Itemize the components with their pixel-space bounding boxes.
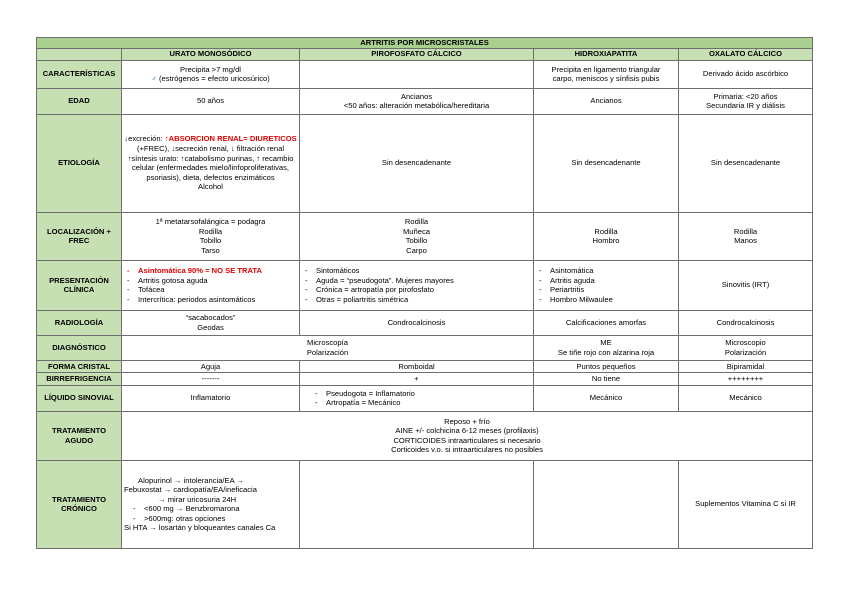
cell-oxalato: Mecánico	[679, 385, 813, 411]
cell-oxalato: Derivado ácido ascórbico	[679, 60, 813, 88]
cell-pirofosfato	[300, 385, 534, 411]
cell-urato: Alopurinol → intolerancia/EA → Febuxostat → cardiopatía/EA/ineficacia → mirar uricosuria 24H - <600 mg → Benzbromarona - >600mg: otras opciones Si HTA → losartán y bloqueantes canales Ca	[122, 460, 300, 548]
row-label: LOCALIZACIÓN + FREC	[37, 212, 122, 260]
list-item: - Sintomáticos	[302, 266, 531, 276]
cell-all: Reposo + frío AINE +/- colchicina 6-12 meses (profilaxis) CORTICOIDES intraarticulares si necesario Corticoides v.o. si intraarticulares no posibles	[122, 411, 813, 460]
col-header-oxalato: OXALATO CÁLCICO	[679, 48, 813, 60]
cell-hidroxiapatita: Puntos pequeños	[534, 360, 679, 373]
cell-hidroxiapatita: Rodilla Hombro	[534, 212, 679, 260]
row-tratamiento-cronico	[37, 460, 813, 548]
list-item: - >600mg: otras opciones	[130, 514, 297, 524]
row-etiologia	[37, 114, 813, 212]
list-item: - Artritis aguda	[536, 276, 676, 286]
cell-oxalato: Primaria: <20 años Secundaria IR y diálisis	[679, 88, 813, 114]
cell-urato: 1ª metatarsofalángica = podagra Rodilla Tobillo Tarso	[122, 212, 300, 260]
cell-urato: Aguja	[122, 360, 300, 373]
cell-oxalato: Rodilla Manos	[679, 212, 813, 260]
cell-hidroxiapatita	[534, 260, 679, 310]
list-item: - Intercrítica: periodos asintomáticos	[124, 295, 297, 305]
row-localizacion	[37, 212, 813, 260]
row-label: RADIOLOGÍA	[37, 310, 122, 335]
title-row	[37, 38, 813, 49]
list-item: - <600 mg → Benzbromarona	[130, 504, 297, 514]
cell-urato: ↓excreción: ↑ABSORCION RENAL= DIURETICOS (+FREC), ↓secreción renal, ↓ filtración renal ↑síntesis urato: ↑catabolismo purinas, ↑ recambio celular (enfermedades mielo/linfoproliferativas, psoriasis), dieta, defectos enzimáticos Alcohol	[122, 114, 300, 212]
list-item: - Tofácea	[124, 285, 297, 295]
male-symbol-icon: ♂	[151, 74, 157, 84]
row-edad	[37, 88, 813, 114]
cell-pirofosfato: Ancianos <50 años: alteración metabólica/hereditaria	[300, 88, 534, 114]
cell-pirofosfato: Romboidal	[300, 360, 534, 373]
cell-pirofosfato: Sin desencadenante	[300, 114, 534, 212]
cell-pirofosfato: Rodilla Muñeca Tobillo Carpo	[300, 212, 534, 260]
row-label: TRATAMIENTO CRÓNICO	[37, 460, 122, 548]
list-item: - Asintomática	[536, 266, 676, 276]
cell-oxalato: Bipiramidal	[679, 360, 813, 373]
list-item: - Asintomática 90% = NO SE TRATA	[124, 266, 297, 276]
row-diagnostico	[37, 335, 813, 360]
row-label: PRESENTACIÓN CLÍNICA	[37, 260, 122, 310]
row-label: CARACTERÍSTICAS	[37, 60, 122, 88]
cell-hidroxiapatita: Precipita en ligamento triangular carpo, meniscos y sínfisis pubis	[534, 60, 679, 88]
row-label: DIAGNÓSTICO	[37, 335, 122, 360]
cell-hidroxiapatita: ME Se tiñe rojo con alzarina roja	[534, 335, 679, 360]
row-caracteristicas	[37, 60, 813, 88]
microcrystal-arthritis-table	[36, 37, 813, 549]
row-label: ETIOLOGÍA	[37, 114, 122, 212]
cell-hidroxiapatita: Sin desencadenante	[534, 114, 679, 212]
corner-cell	[37, 48, 122, 60]
cell-pirofosfato	[300, 260, 534, 310]
cell-hidroxiapatita: No tiene	[534, 373, 679, 386]
cell-urato	[122, 260, 300, 310]
list-item: - Artropatía = Mecánico	[312, 398, 531, 408]
list-item: - Aguda = “pseudogota”. Mujeres mayores	[302, 276, 531, 286]
row-label: LÍQUIDO SINOVIAL	[37, 385, 122, 411]
cell-hidroxiapatita: Mecánico	[534, 385, 679, 411]
cell-pirofosfato	[300, 460, 534, 548]
header-row	[37, 48, 813, 60]
cell-urato: Inflamatorio	[122, 385, 300, 411]
row-label: FORMA CRISTAL	[37, 360, 122, 373]
list-item: - Hombro Milwaulee	[536, 295, 676, 305]
row-liquido	[37, 385, 813, 411]
col-header-pirofosfato: PIROFOSFATO CÁLCICO	[300, 48, 534, 60]
cell-oxalato: Microscopio Polarización	[679, 335, 813, 360]
table-title: ARTRITIS POR MICROSCRISTALES	[37, 38, 813, 49]
row-tratamiento-agudo	[37, 411, 813, 460]
cell-hidroxiapatita: Ancianos	[534, 88, 679, 114]
cell-oxalato: Suplementos Vitamina C si IR	[679, 460, 813, 548]
cell-urato: Precipita >7 mg/dl ♂ (estrógenos = efecto uricosúrico)	[122, 60, 300, 88]
list-item: - Periartritis	[536, 285, 676, 295]
col-header-urato: URATO MONOSÓDICO	[122, 48, 300, 60]
list-item: - Pseudogota = Inflamatorio	[312, 389, 531, 399]
col-header-hidroxiapatita: HIDROXIAPATITA	[534, 48, 679, 60]
cell-oxalato: Sinovitis (IRT)	[679, 260, 813, 310]
row-label: EDAD	[37, 88, 122, 114]
row-label: BIRREFRIGENCIA	[37, 373, 122, 386]
list-item: - Otras = poliartritis simétrica	[302, 295, 531, 305]
cell-oxalato: ++++++++	[679, 373, 813, 386]
row-forma	[37, 360, 813, 373]
row-presentacion	[37, 260, 813, 310]
cell-oxalato: Condrocalcinosis	[679, 310, 813, 335]
row-radiologia	[37, 310, 813, 335]
row-label: TRATAMIENTO AGUDO	[37, 411, 122, 460]
cell-hidroxiapatita: Calcificaciones amorfas	[534, 310, 679, 335]
list-item: - Crónica = artropatía por pirofosfato	[302, 285, 531, 295]
cell-pirofosfato: Condrocalcinosis	[300, 310, 534, 335]
list-item: - Artritis gotosa aguda	[124, 276, 297, 286]
cell-urato-pirofosfato: Microscopía Polarización	[122, 335, 534, 360]
cell-urato: 50 años	[122, 88, 300, 114]
cell-hidroxiapatita	[534, 460, 679, 548]
cell-oxalato: Sin desencadenante	[679, 114, 813, 212]
cell-urato: -------	[122, 373, 300, 386]
cell-pirofosfato	[300, 60, 534, 88]
cell-urato: “sacabocados” Geodas	[122, 310, 300, 335]
cell-pirofosfato: +	[300, 373, 534, 386]
row-birrefringencia	[37, 373, 813, 386]
